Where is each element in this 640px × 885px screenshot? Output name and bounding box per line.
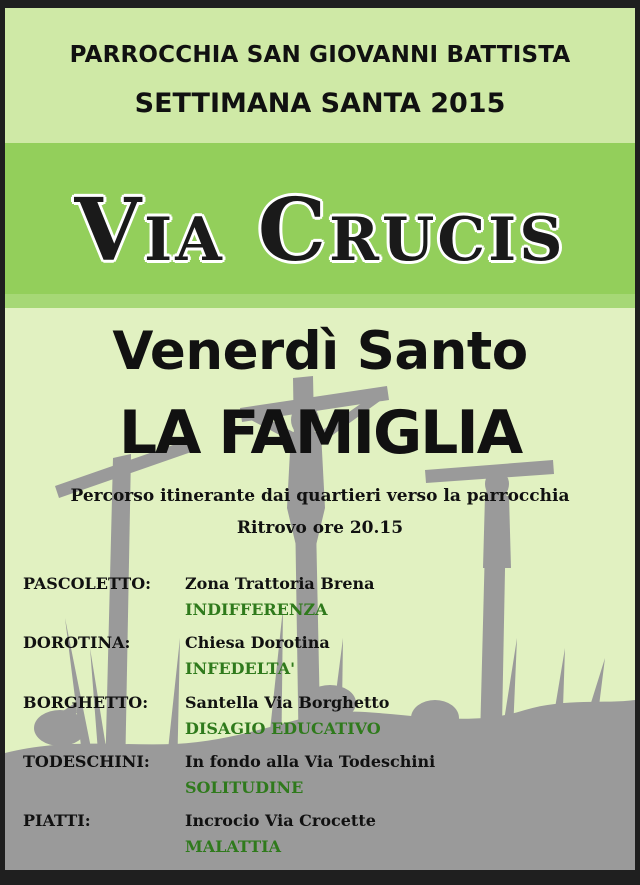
parish-name: PARROCCHIA SAN GIOVANNI BATTISTA	[69, 42, 571, 68]
event-day: Venerdì Santo	[112, 321, 528, 382]
stop-place: TODESCHINI:	[23, 752, 150, 771]
stop-todeschini	[23, 752, 623, 807]
stop-theme: MALATTIA	[185, 837, 282, 856]
stop-piatti	[23, 811, 623, 866]
stop-borghetto	[23, 693, 623, 748]
route-description: Percorso itinerante dai quartieri verso la parrocchia	[70, 486, 570, 506]
event-theme: LA FAMIGLIA	[118, 398, 522, 468]
stop-location: Santella Via Borghetto	[185, 693, 390, 712]
stop-theme: SOLITUDINE	[185, 778, 304, 797]
stop-place: PIATTI:	[23, 811, 91, 830]
stop-theme: DISAGIO EDUCATIVO	[185, 719, 381, 738]
via-crucis-title: Via Crucis	[74, 180, 566, 281]
stop-location: Zona Trattoria Brena	[185, 574, 375, 593]
bottom-border	[5, 870, 635, 878]
meeting-time: Ritrovo ore 20.15	[236, 518, 404, 538]
stop-location: Chiesa Dorotina	[185, 633, 330, 652]
stop-location: In fondo alla Via Todeschini	[185, 752, 436, 771]
stop-place: PASCOLETTO:	[23, 574, 152, 593]
stop-dorotina	[23, 633, 623, 688]
stop-pascoletto	[23, 574, 623, 629]
stop-place: DOROTINA:	[23, 633, 131, 652]
stop-place: BORGHETTO:	[23, 693, 149, 712]
holy-week-title: SETTIMANA SANTA 2015	[134, 88, 506, 119]
header-band	[5, 8, 635, 143]
stop-location: Incrocio Via Crocette	[185, 811, 376, 830]
stop-theme: INDIFFERENZA	[185, 600, 328, 619]
poster	[5, 8, 635, 878]
stop-theme: INFEDELTA'	[185, 659, 296, 678]
